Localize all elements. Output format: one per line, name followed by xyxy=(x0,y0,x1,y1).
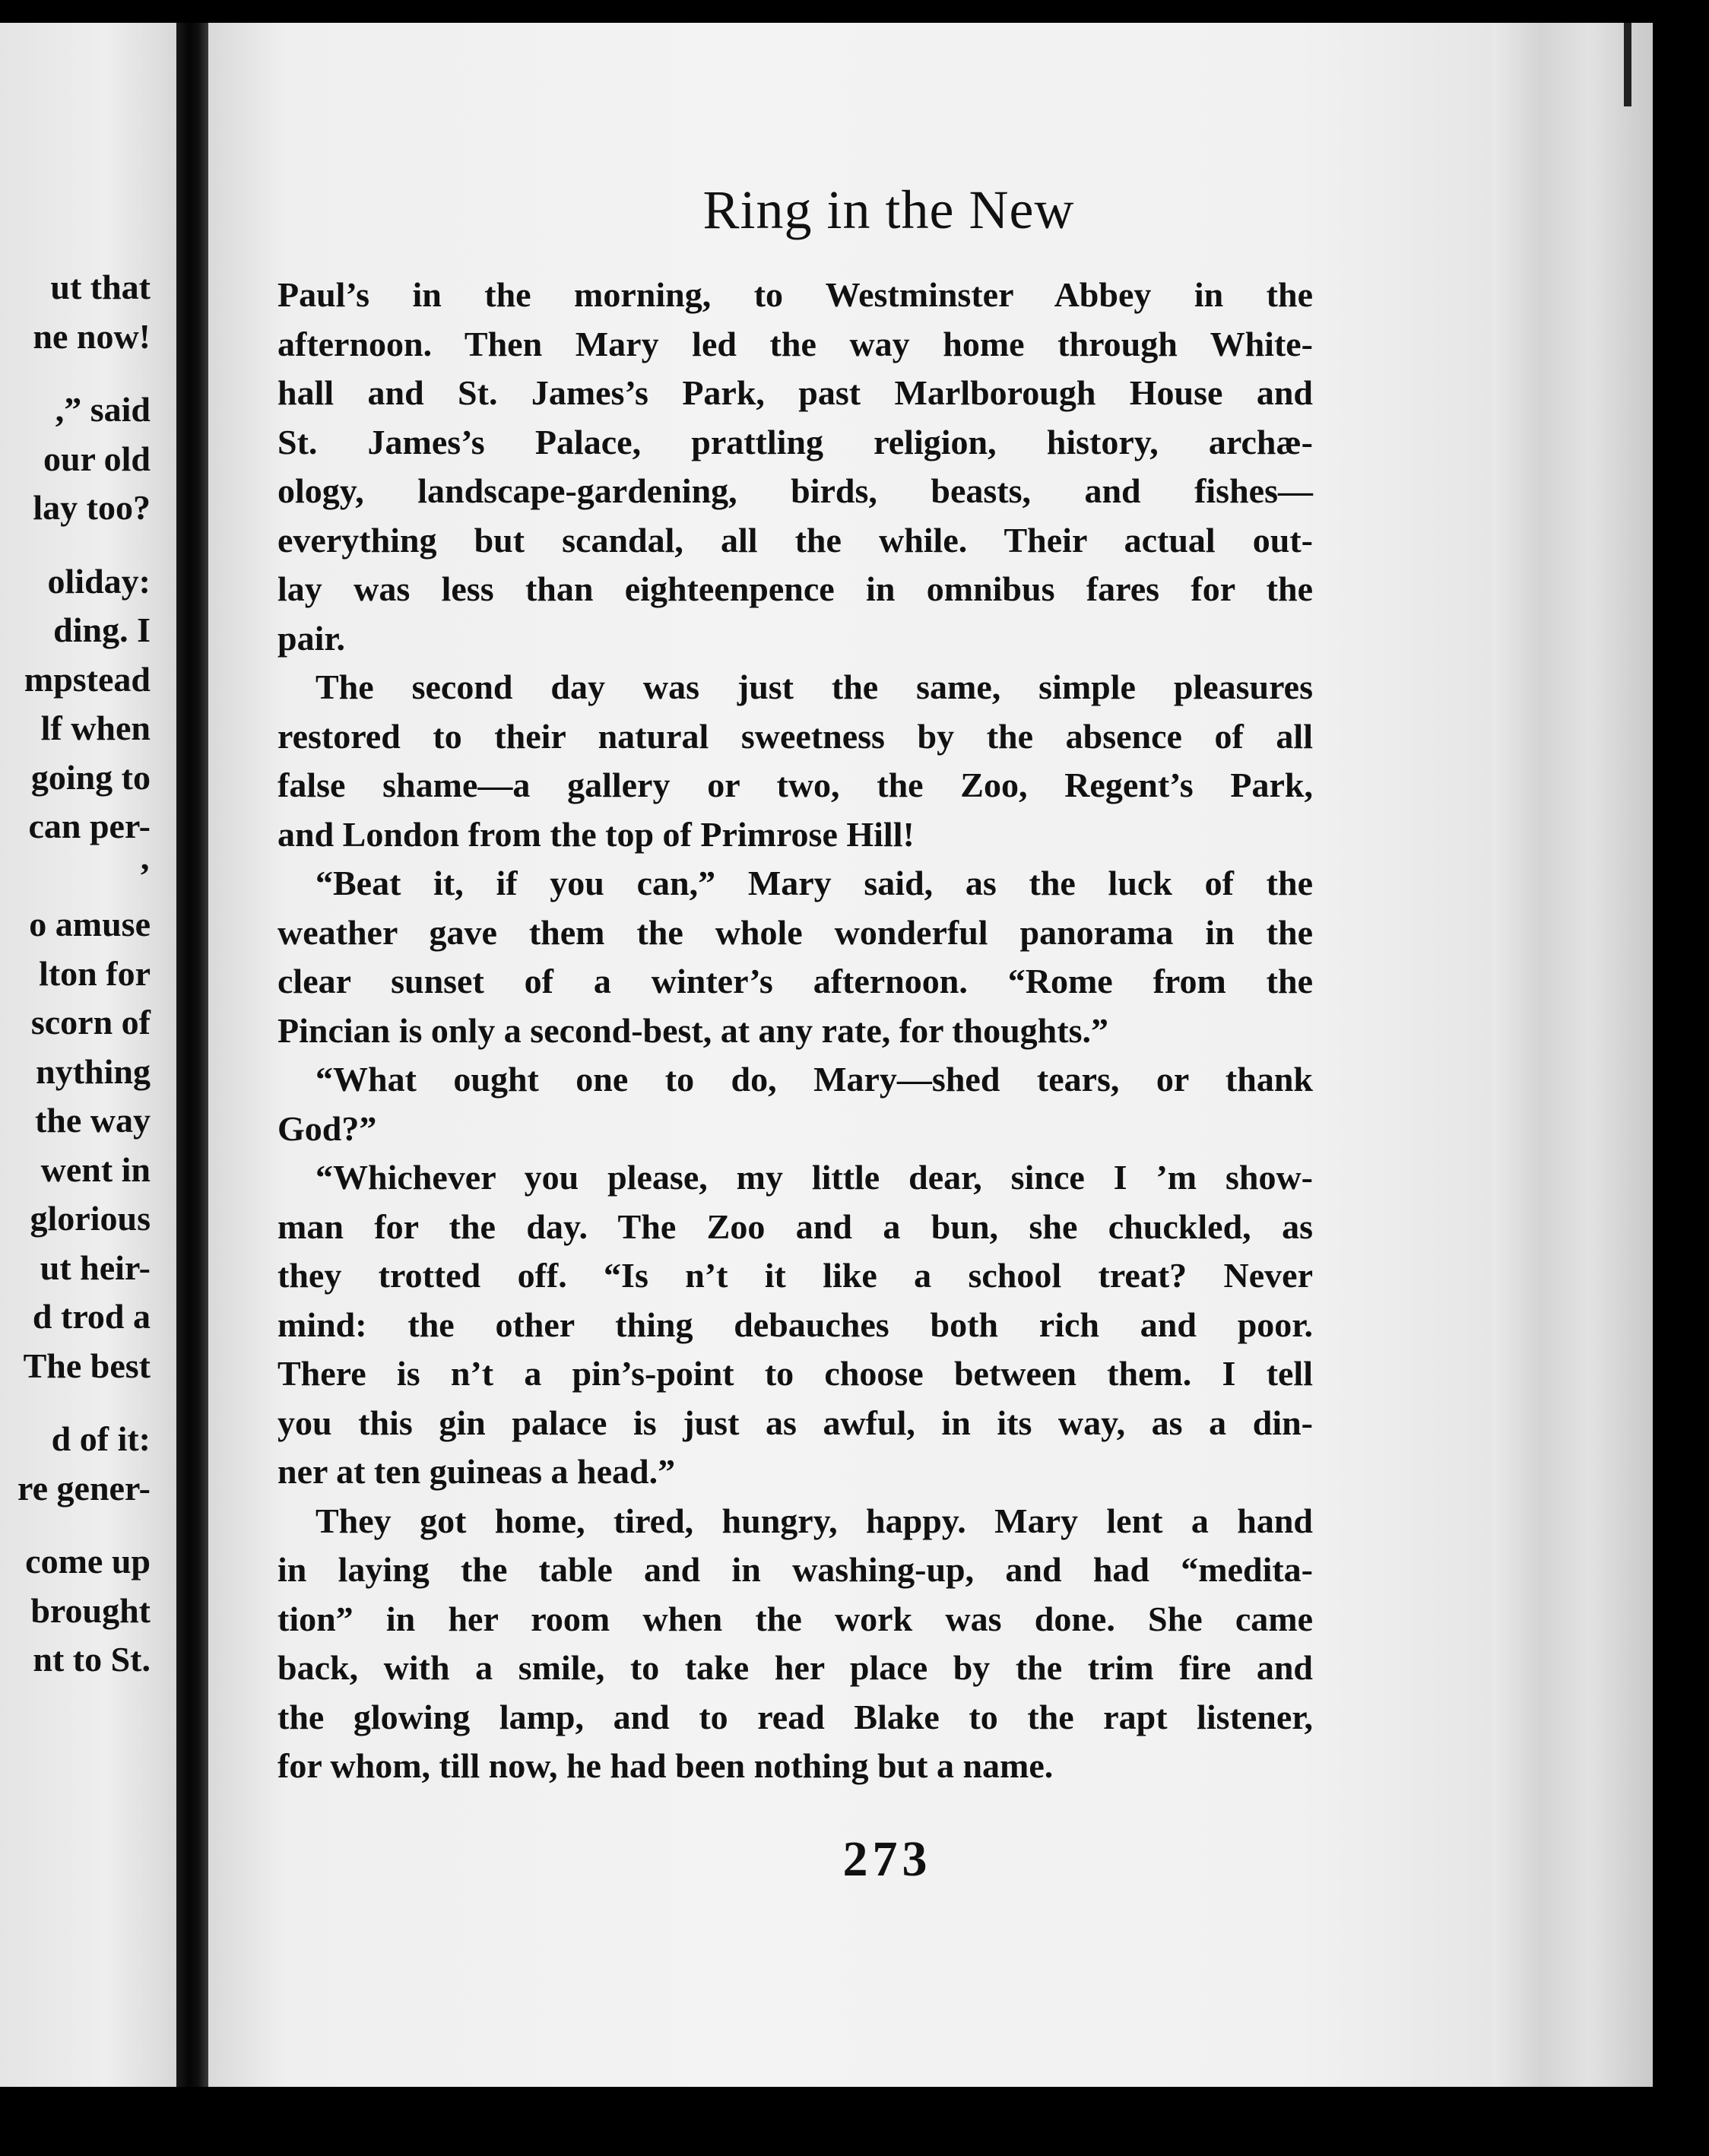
scan-top-border xyxy=(0,0,1709,23)
text-line: false shame—a gallery or two, the Zoo, Regent’s Park, xyxy=(277,766,1313,804)
left-page-line: nything xyxy=(36,1051,151,1091)
left-page-line xyxy=(0,361,151,385)
text-line: tion” in her room when the work was done. She came xyxy=(277,1599,1313,1638)
text-line: mind: the other thing debauches both rich and poor. xyxy=(277,1305,1313,1344)
text-line: ner at ten guineas a head.” xyxy=(277,1452,676,1491)
page-stack-edge xyxy=(1493,23,1653,2087)
scan-bottom-border xyxy=(0,2087,1709,2156)
left-page-line: re gener- xyxy=(17,1468,151,1508)
left-page-line: ut that xyxy=(50,268,151,306)
left-page-line: brought xyxy=(30,1590,151,1630)
text-line: “Whichever you please, my little dear, since I ’m show- xyxy=(315,1158,1313,1197)
text-line: “Beat it, if you can,” Mary said, as the luck of the xyxy=(315,864,1313,902)
page-edge-mark xyxy=(1624,23,1631,106)
left-page-line: d trod a xyxy=(32,1297,151,1336)
scan-right-border xyxy=(1653,0,1709,2156)
left-page-line: glorious xyxy=(30,1199,151,1238)
text-line: for whom, till now, he had been nothing but a name. xyxy=(277,1746,1054,1785)
left-page-line xyxy=(0,1390,151,1415)
text-line: St. James’s Palace, prattling religion, history, archæ- xyxy=(277,422,1313,461)
text-line: God?” xyxy=(277,1108,377,1148)
paragraph xyxy=(277,1055,1313,1153)
text-line: clear sunset of a winter’s afternoon. “Rome from the xyxy=(277,962,1313,1000)
text-line: There is n’t a pin’s-point to choose between them. I tell xyxy=(277,1354,1313,1393)
left-page-line: lton for xyxy=(39,953,151,993)
text-line: restored to their natural sweetness by the absence of all xyxy=(277,716,1313,756)
text-line: back, with a smile, to take her place by the trim fire and xyxy=(277,1648,1313,1687)
left-facing-page xyxy=(0,23,176,2087)
text-line: they trotted off. “Is n’t it like a school treat? Never xyxy=(277,1256,1313,1295)
left-page-line: going to xyxy=(30,757,151,797)
left-page-line: oliday: xyxy=(47,561,151,601)
text-line: weather gave them the whole wonderful panorama in the xyxy=(277,912,1313,952)
left-page-line: went in xyxy=(40,1149,151,1189)
left-page-line: ’ xyxy=(138,855,151,895)
left-page-line: nt to St. xyxy=(33,1640,151,1679)
left-page-line xyxy=(0,1513,151,1537)
text-line: Pincian is only a second-best, at any rate, for thoughts.” xyxy=(277,1010,1108,1050)
left-page-line xyxy=(0,533,151,557)
left-page-line: lay too? xyxy=(33,488,151,527)
text-line: “What ought one to do, Mary—shed tears, or thank xyxy=(315,1060,1313,1099)
paragraph xyxy=(277,1153,1313,1497)
left-page-line: our old xyxy=(43,439,151,478)
paragraph xyxy=(277,271,1313,663)
left-page-line: the way xyxy=(34,1101,151,1140)
text-line: the glowing lamp, and to read Blake to the rapt listener, xyxy=(277,1697,1313,1736)
text-line: pair. xyxy=(277,618,346,658)
text-line: lay was less than eighteenpence in omnibus fares for the xyxy=(277,569,1313,608)
text-line: hall and St. James’s Park, past Marlborough House and xyxy=(277,373,1313,412)
text-line: and London from the top of Primrose Hill! xyxy=(277,814,915,854)
paragraph xyxy=(277,663,1313,859)
left-page-line: d of it: xyxy=(51,1419,151,1458)
page-number: 273 xyxy=(842,1831,932,1887)
text-line: They got home, tired, hungry, happy. Mary lent a hand xyxy=(315,1501,1313,1540)
left-page-text xyxy=(0,263,151,1685)
text-line: in laying the table and in washing-up, and had “medita- xyxy=(277,1550,1313,1589)
left-page-line: ,” said xyxy=(55,390,151,429)
left-page-line: scorn of xyxy=(30,1003,151,1042)
text-line: Paul’s in the morning, to Westminster Abbey in the xyxy=(277,275,1313,314)
text-line: man for the day. The Zoo and a bun, she chuckled, as xyxy=(277,1206,1313,1246)
left-page-line: can per- xyxy=(28,807,151,845)
text-line: The second day was just the same, simple pleasures xyxy=(315,667,1313,706)
page-body xyxy=(277,271,1313,1791)
paragraph xyxy=(277,859,1313,1055)
left-page-line: o amuse xyxy=(29,905,151,943)
left-page-line: come up xyxy=(25,1542,151,1581)
text-line: afternoon. Then Mary led the way home through White- xyxy=(277,324,1313,363)
page-title: Ring in the New xyxy=(702,179,1075,240)
text-line: you this gin palace is just as awful, in its way, as a din- xyxy=(277,1403,1313,1442)
paragraph xyxy=(277,1497,1313,1791)
text-line: ology, landscape-gardening, birds, beasts, and fishes— xyxy=(277,471,1313,510)
left-page-line: lf when xyxy=(40,709,151,747)
left-page-line: mpstead xyxy=(24,659,151,699)
left-page-line: The best xyxy=(23,1346,151,1385)
main-page xyxy=(208,23,1493,2087)
text-line: everything but scandal, all the while. Their actual out- xyxy=(277,520,1313,560)
left-page-line: ut heir- xyxy=(40,1248,151,1287)
book-gutter xyxy=(176,23,208,2087)
left-page-line: ne now! xyxy=(33,316,151,356)
left-page-line: ding. I xyxy=(53,610,151,649)
